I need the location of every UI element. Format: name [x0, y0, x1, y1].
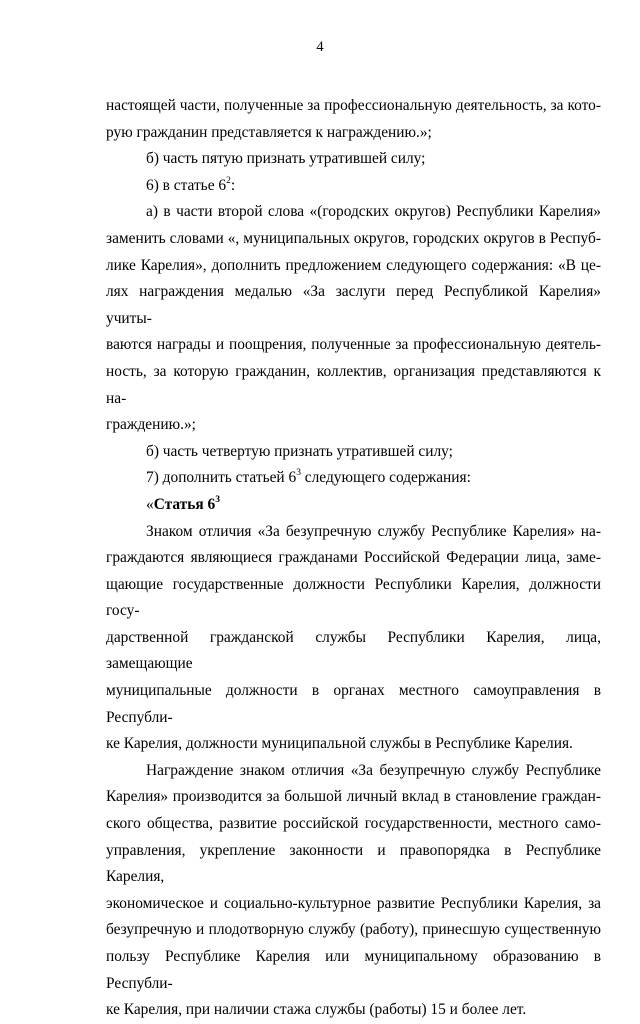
text-line: а) в части второй слова «(городских округов) Республики Карелия» [146, 203, 601, 221]
paragraph-item-a-part-two [106, 199, 601, 438]
text-line: безупречную и плодотворную службу (работу), принесшую существенную [106, 921, 601, 939]
paragraph-item-b-part-four: б) часть четвертую признать утратившей силу; [146, 442, 453, 460]
text-line: ваются награды и поощрения, полученные за профессиональную деятель- [106, 336, 601, 354]
text-line: щающие государственные должности Республики Карелия, должности госу- [106, 575, 601, 620]
text-line: ность, за которую гражданин, коллектив, организация представляются к на- [106, 362, 601, 407]
text-line: Награждение знаком отличия «За безупречную службу Республике [146, 761, 601, 779]
article-heading [106, 492, 601, 519]
superscript: 2 [226, 175, 231, 186]
superscript: 3 [215, 494, 220, 505]
text-line: лике Карелия», дополнить предложением следующего содержания: «В це- [106, 256, 601, 274]
quote-mark: « [146, 495, 154, 513]
article-title: Статья 6 [153, 495, 216, 513]
document-body [106, 93, 601, 1024]
text-line: граждаются являющиеся гражданами Российской Федерации лица, заме- [106, 549, 601, 567]
superscript: 3 [296, 468, 301, 479]
text-line: Знаком отличия «За безупречную службу Республике Карелия» на- [146, 522, 601, 540]
text-line: ского общества, развитие российской государственности, местного само- [106, 815, 601, 833]
paragraph-item-7-add-article [106, 465, 601, 492]
paragraph-item-b-part-five: б) часть пятую признать утратившей силу; [146, 150, 426, 168]
text-span: следующего содержания: [300, 469, 471, 487]
text-line: настоящей части, полученные за профессиональную деятельность, за кото- [106, 97, 601, 114]
text-line: заменить словами «, муниципальных округов, городских округов в Респуб- [106, 229, 601, 247]
text-line: Карелия» производится за большой личный вклад в становление граждан- [106, 788, 601, 806]
text-span: 6) в статье 6 [146, 176, 227, 194]
text-line: лях награждения медалью «За заслуги перед Республикой Карелия» учиты- [106, 283, 601, 327]
text-line: дарственной гражданской службы Республики Карелия, лица, замещающие [106, 628, 601, 673]
paragraph-item-6-article [106, 173, 601, 200]
text-line: муниципальные должности в органах местного самоуправления в Республи- [106, 682, 601, 726]
text-line: пользу Республике Карелия или муниципальному образованию в Республи- [106, 948, 601, 992]
paragraph-article-text-1 [106, 519, 601, 758]
text-line: управления, укрепление законности и правопорядка в Республике Карелия, [106, 841, 601, 886]
page-number: 4 [316, 39, 324, 55]
paragraph-continuation [106, 93, 601, 146]
text-line: граждению.»; [106, 416, 196, 434]
text-line: ке Карелия, должности муниципальной службы в Республике Карелия. [106, 735, 573, 753]
paragraph-article-text-2 [106, 758, 601, 1024]
text-line: ке Карелия, при наличии стажа службы (работы) 15 и более лет. [106, 1001, 527, 1019]
text-line: рую гражданин представляется к награждению.»; [106, 123, 432, 141]
text-span: 7) дополнить статьей 6 [146, 469, 297, 487]
text-span: : [230, 176, 236, 194]
text-line: экономическое и социально-культурное развитие Республики Карелия, за [106, 894, 601, 912]
